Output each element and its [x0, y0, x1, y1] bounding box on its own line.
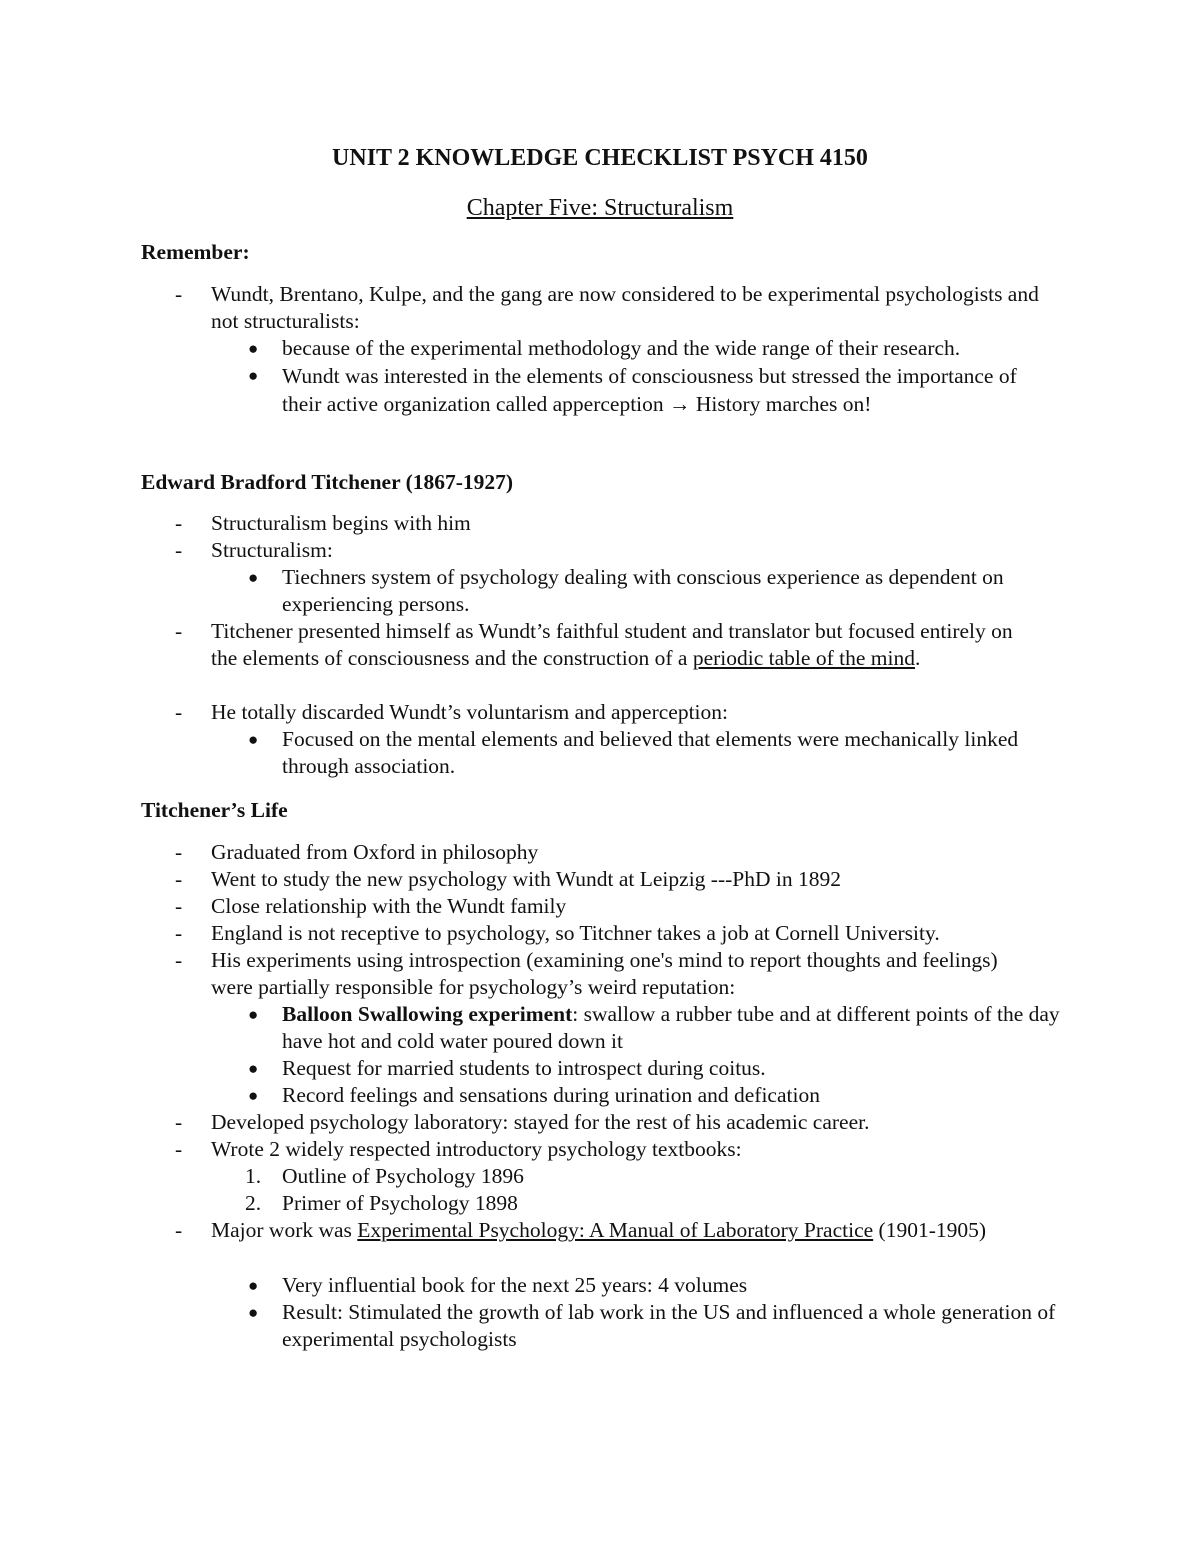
list-item — [141, 947, 1041, 1001]
list-item-text — [211, 1217, 1026, 1244]
bullet-item-text-part: : swallow a rubber tube and at different points of the day have hot and cold water poured down it — [282, 1002, 1060, 1053]
dash-marker: - — [175, 894, 183, 918]
list-item-text-part: Major work was — [211, 1218, 358, 1242]
list-item-text: He totally discarded Wundt’s voluntarism and apperception: — [211, 700, 728, 724]
dash-marker: - — [175, 1218, 183, 1242]
bullet-marker: ● — [248, 366, 259, 385]
bullet-item — [141, 1299, 1061, 1353]
bullet-item-text: because of the experimental methodology and the wide range of their research. — [282, 336, 961, 360]
bullet-item — [141, 1272, 1061, 1299]
bullet-item — [141, 564, 1061, 618]
list-item — [141, 839, 1041, 866]
bullet-item — [141, 1055, 1061, 1082]
list-item — [141, 618, 1041, 672]
numbered-item — [141, 1190, 1061, 1217]
list-item-text: Developed psychology laboratory: stayed for the rest of his academic career. — [211, 1110, 870, 1134]
number-marker: 1. — [245, 1164, 262, 1188]
bullet-item-text — [282, 1001, 1061, 1055]
list-item-text: Close relationship with the Wundt family — [211, 894, 567, 918]
list-item — [141, 699, 1041, 726]
bullet-item-text: Focused on the mental elements and believed that elements were mechanically linked through association. — [282, 727, 1019, 778]
bullet-item-text: Result: Stimulated the growth of lab work in the US and influenced a whole generation of experimental psychologists — [282, 1300, 1056, 1351]
document-title: UNIT 2 KNOWLEDGE CHECKLIST PSYCH 4150 — [332, 145, 868, 171]
bullet-marker: ● — [248, 1276, 259, 1295]
list-item-text: England is not receptive to psychology, so Titchner takes a job at Cornell University. — [211, 921, 940, 945]
book-title: Experimental Psychology: A Manual of Laboratory Practice — [357, 1218, 874, 1242]
bullet-item-text: Very influential book for the next 25 years: 4 volumes — [282, 1273, 748, 1297]
bullet-item — [141, 726, 1061, 780]
bullet-marker: ● — [248, 1005, 259, 1024]
list-item — [141, 866, 1041, 893]
bullet-marker: ● — [248, 1086, 259, 1105]
list-item-text: Went to study the new psychology with Wundt at Leipzig ---PhD in 1892 — [211, 867, 841, 891]
bullet-item-text: Record feelings and sensations during urination and defication — [282, 1083, 820, 1107]
bullet-marker: ● — [248, 568, 259, 587]
list-item — [141, 893, 1041, 920]
dash-marker: - — [175, 1110, 183, 1134]
bullet-item — [141, 1001, 1061, 1055]
dash-marker: - — [175, 921, 183, 945]
numbered-item-text: Primer of Psychology 1898 — [282, 1191, 518, 1215]
numbered-item-text: Outline of Psychology 1896 — [282, 1164, 524, 1188]
list-item-text-part: . — [914, 646, 921, 670]
bullet-item — [141, 362, 1041, 418]
bullet-item — [141, 1082, 1061, 1109]
dash-marker: - — [175, 867, 183, 891]
list-item-text-part: Titchener presented himself as Wundt’s faithful student and translator but focused entirely on the elements of consciousness and the construction of a — [211, 619, 1013, 670]
bullet-marker: ● — [248, 1059, 259, 1078]
list-item-text: His experiments using introspection (examining one's mind to report thoughts and feelings) were partially responsible for psychology’s weird reputation: — [211, 948, 998, 999]
list-item — [141, 920, 1041, 947]
bullet-item-text: Wundt was interested in the elements of consciousness but stressed the importance of their active organization called apperception → History marches on! — [282, 364, 1017, 416]
remember-heading: Remember: — [141, 240, 250, 264]
dash-marker: - — [175, 1137, 183, 1161]
list-item-text: Graduated from Oxford in philosophy — [211, 840, 539, 864]
bullet-marker: ● — [248, 730, 259, 749]
bullet-item-text: Request for married students to introspect during coitus. — [282, 1056, 766, 1080]
list-item — [141, 1217, 1026, 1244]
dash-marker: - — [175, 538, 183, 562]
dash-marker: - — [175, 700, 183, 724]
list-item — [141, 1109, 1041, 1136]
dash-marker: - — [175, 948, 183, 972]
titchener-heading: Edward Bradford Titchener (1867-1927) — [141, 470, 514, 494]
dash-marker: - — [175, 282, 183, 306]
numbered-item — [141, 1163, 1061, 1190]
list-item-text: Wundt, Brentano, Kulpe, and the gang are now considered to be experimental psychologists and not structuralists: — [211, 282, 1039, 333]
number-marker: 2. — [245, 1191, 262, 1215]
bullet-item — [141, 335, 1061, 362]
list-item-text: Structuralism: — [211, 538, 333, 562]
dash-marker: - — [175, 619, 183, 643]
list-item — [141, 1136, 1041, 1163]
list-item-text: Wrote 2 widely respected introductory psychology textbooks: — [211, 1137, 742, 1161]
bullet-marker: ● — [248, 339, 259, 358]
dash-marker: - — [175, 511, 183, 535]
list-item-text-part: (1901-1905) — [873, 1218, 987, 1242]
list-item — [141, 281, 1041, 335]
dash-marker: - — [175, 840, 183, 864]
periodic-table-phrase: periodic table of the mind — [692, 646, 915, 670]
life-heading: Titchener’s Life — [141, 798, 288, 822]
bullet-item-text: Tiechners system of psychology dealing with conscious experience as dependent on experiencing persons. — [282, 565, 1004, 616]
balloon-experiment-term: Balloon Swallowing experiment — [282, 1002, 573, 1026]
chapter-heading: Chapter Five: Structuralism — [466, 195, 734, 221]
bullet-marker: ● — [248, 1303, 259, 1322]
list-item-text: Structuralism begins with him — [211, 511, 471, 535]
list-item — [141, 537, 1041, 564]
list-item — [141, 510, 1041, 537]
list-item-text — [211, 618, 1041, 672]
